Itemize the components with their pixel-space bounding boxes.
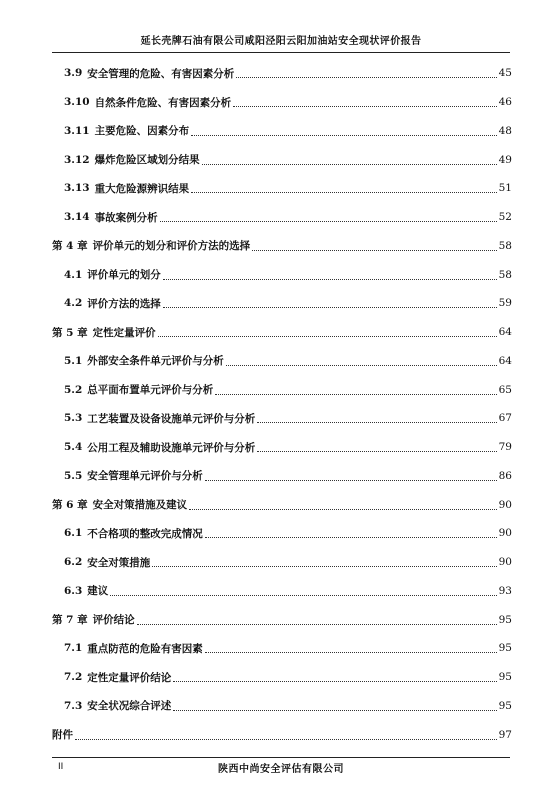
toc-entry-number: 3.13 (64, 182, 90, 195)
toc-entry-title: 安全管理单元评价与分析 (87, 470, 203, 483)
toc-entry-number: 4.2 (64, 297, 83, 310)
toc-entry[interactable] (52, 375, 512, 404)
toc-entry-page: 59 (498, 297, 512, 310)
toc-entry-number: 第 5 章 (52, 326, 88, 339)
toc-entry-page: 48 (498, 124, 512, 137)
toc-entry-page: 95 (498, 671, 512, 684)
toc-entry-title: 事故案例分析 (94, 211, 158, 224)
toc-leader-dots (191, 183, 497, 193)
toc-entry-number: 3.10 (64, 96, 90, 109)
toc-entry-page: 64 (498, 326, 512, 339)
toc-entry-title: 爆炸危险区域划分结果 (94, 154, 200, 167)
toc-entry[interactable] (52, 462, 512, 491)
toc-entry-number: 4.1 (64, 268, 83, 281)
toc-entry-title: 安全对策措施及建议 (92, 499, 188, 512)
toc-entry-number: 5.4 (64, 441, 83, 454)
toc-leader-dots (110, 586, 496, 596)
toc-leader-dots (205, 471, 497, 481)
toc-entry[interactable] (52, 347, 512, 376)
toc-entry-page: 58 (498, 268, 512, 281)
toc-entry-title: 建议 (87, 585, 109, 598)
toc-leader-dots (152, 557, 496, 567)
toc-entry[interactable] (52, 720, 512, 749)
toc-leader-dots (252, 241, 497, 251)
toc-entry-number: 7.2 (64, 671, 83, 684)
toc-leader-dots (189, 500, 497, 510)
toc-entry-page: 95 (498, 699, 512, 712)
toc-entry-page: 90 (498, 527, 512, 540)
company-name: 陕西中尚安全评估有限公司 (218, 764, 344, 775)
toc-entry-page: 64 (498, 354, 512, 367)
toc-entry-title: 安全状况综合评述 (87, 700, 172, 713)
toc-entry[interactable] (52, 145, 512, 174)
toc-entry-page: 49 (498, 153, 512, 166)
toc-entry[interactable] (52, 318, 512, 347)
toc-entry-page: 90 (498, 498, 512, 511)
toc-entry[interactable] (52, 117, 512, 146)
toc-entry-number: 6.3 (64, 584, 83, 597)
toc-entry-page: 67 (498, 412, 512, 425)
toc-entry[interactable] (52, 88, 512, 117)
toc-entry-title: 评价结论 (92, 614, 135, 627)
toc-entry-title: 重大危险源辨识结果 (94, 182, 190, 195)
toc-entry-number: 7.3 (64, 699, 83, 712)
toc-entry-number: 5.5 (64, 469, 83, 482)
toc-leader-dots (173, 701, 496, 711)
table-of-contents (52, 59, 512, 749)
toc-leader-dots (205, 528, 497, 538)
toc-leader-dots (191, 126, 497, 136)
toc-entry-title: 主要危险、因素分布 (94, 125, 190, 138)
toc-entry-title: 自然条件危险、有害因素分析 (94, 96, 232, 109)
toc-entry-number: 6.1 (64, 527, 83, 540)
page-footer (52, 757, 510, 776)
toc-entry-page: 65 (498, 383, 512, 396)
toc-entry[interactable] (52, 433, 512, 462)
toc-entry-page: 86 (498, 469, 512, 482)
toc-leader-dots (205, 643, 497, 653)
toc-entry-number: 第 6 章 (52, 499, 88, 512)
report-title: 延长壳牌石油有限公司咸阳泾阳云阳加油站安全现状评价报告 (140, 36, 422, 47)
toc-entry-number: 第 4 章 (52, 240, 88, 253)
toc-entry[interactable] (52, 634, 512, 663)
toc-leader-dots (215, 385, 496, 395)
toc-entry[interactable] (52, 490, 512, 519)
toc-entry-page: 58 (498, 239, 512, 252)
toc-entry-title: 安全对策措施 (87, 556, 151, 569)
toc-entry-number: 5.2 (64, 383, 83, 396)
toc-entry[interactable] (52, 605, 512, 634)
toc-leader-dots (160, 212, 497, 222)
toc-entry[interactable] (52, 663, 512, 692)
toc-leader-dots (137, 615, 497, 625)
toc-entry[interactable] (52, 232, 512, 261)
toc-entry[interactable] (52, 404, 512, 433)
toc-entry-page: 97 (498, 728, 512, 741)
toc-entry-page: 90 (498, 556, 512, 569)
toc-entry-title: 定性定量评价结论 (87, 671, 172, 684)
page-number: II (58, 762, 64, 772)
toc-entry-page: 95 (498, 642, 512, 655)
toc-entry-title: 评价单元的划分和评价方法的选择 (92, 240, 251, 253)
toc-entry-page: 79 (498, 441, 512, 454)
toc-entry-page: 93 (498, 584, 512, 597)
toc-entry-number: 3.12 (64, 153, 90, 166)
toc-entry-title: 外部安全条件单元评价与分析 (87, 355, 224, 368)
toc-entry-number: 6.2 (64, 556, 83, 569)
toc-leader-dots (163, 270, 497, 280)
toc-entry-title: 工艺装置及设备设施单元评价与分析 (87, 412, 256, 425)
toc-entry-number: 7.1 (64, 642, 83, 655)
toc-entry[interactable] (52, 692, 512, 721)
toc-entry-page: 51 (498, 182, 512, 195)
toc-entry-number: 3.14 (64, 211, 90, 224)
toc-entry-page: 46 (498, 96, 512, 109)
toc-entry-page: 52 (498, 211, 512, 224)
toc-entry-number: 3.9 (64, 67, 83, 80)
toc-entry[interactable] (52, 519, 512, 548)
toc-entry[interactable] (52, 174, 512, 203)
toc-entry-number: 第 7 章 (52, 614, 88, 627)
toc-entry[interactable] (52, 260, 512, 289)
toc-entry[interactable] (52, 203, 512, 232)
toc-entry-number: 5.3 (64, 412, 83, 425)
toc-entry-page: 95 (498, 613, 512, 626)
toc-entry-title: 安全管理的危险、有害因素分析 (87, 67, 235, 80)
toc-entry-title: 附件 (52, 729, 73, 742)
page-header (52, 34, 510, 53)
toc-leader-dots (163, 298, 497, 308)
toc-entry-page: 45 (498, 67, 512, 80)
toc-leader-dots (158, 327, 497, 337)
toc-entry-title: 不合格项的整改完成情况 (87, 527, 203, 540)
toc-entry[interactable] (52, 548, 512, 577)
toc-entry-number: 3.11 (64, 124, 90, 137)
toc-entry[interactable] (52, 577, 512, 606)
toc-leader-dots (75, 730, 497, 740)
toc-entry[interactable] (52, 59, 512, 88)
toc-leader-dots (257, 413, 496, 423)
toc-leader-dots (226, 356, 497, 366)
toc-entry-title: 评价方法的选择 (87, 297, 161, 310)
toc-leader-dots (233, 97, 497, 107)
toc-entry-number: 5.1 (64, 354, 83, 367)
toc-leader-dots (173, 672, 496, 682)
toc-entry-title: 重点防范的危险有害因素 (87, 642, 203, 655)
toc-leader-dots (236, 68, 496, 78)
toc-entry[interactable] (52, 289, 512, 318)
toc-entry-title: 总平面布置单元评价与分析 (87, 384, 214, 397)
toc-entry-title: 定性定量评价 (92, 326, 156, 339)
toc-entry-title: 公用工程及辅助设施单元评价与分析 (87, 441, 256, 454)
toc-leader-dots (257, 442, 496, 452)
toc-leader-dots (202, 155, 497, 165)
toc-entry-title: 评价单元的划分 (87, 269, 161, 282)
